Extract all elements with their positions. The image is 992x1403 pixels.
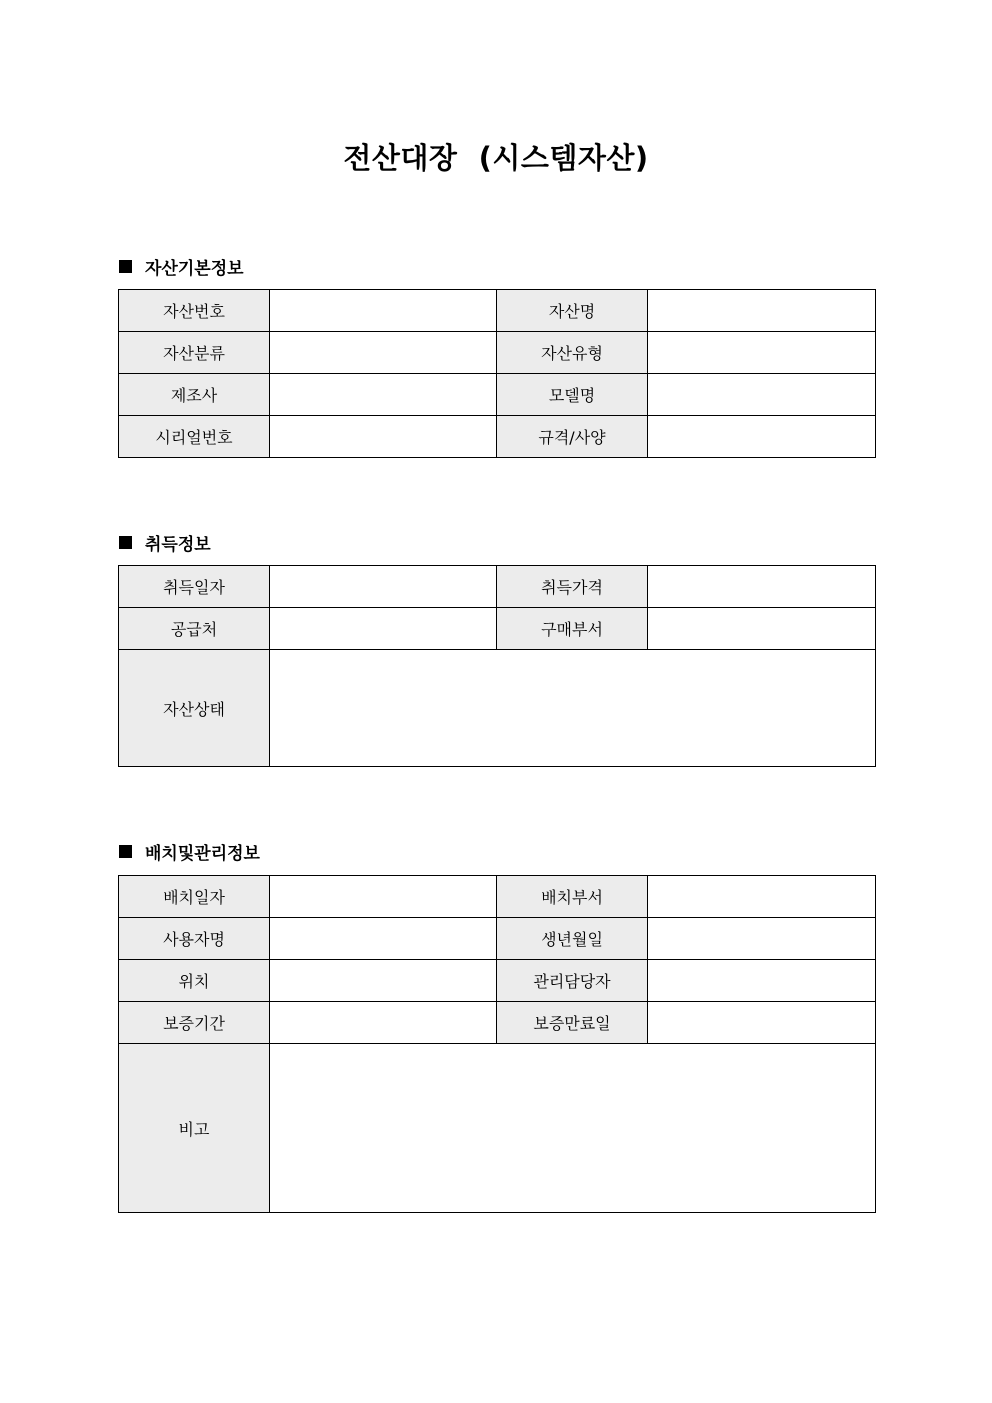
field-label: 자산번호	[119, 290, 270, 332]
field-label: 모델명	[497, 374, 648, 416]
square-bullet-icon	[119, 845, 132, 858]
manager-field[interactable]	[648, 960, 876, 1002]
spec-field[interactable]	[648, 416, 876, 458]
section-heading-deployment	[119, 839, 260, 864]
field-label: 공급처	[119, 608, 270, 650]
table-row	[119, 566, 876, 608]
field-label: 취득일자	[119, 566, 270, 608]
field-label: 자산상태	[119, 650, 270, 767]
model-name-field[interactable]	[648, 374, 876, 416]
basic-info-table	[118, 289, 876, 458]
field-label: 비고	[119, 1044, 270, 1213]
birth-date-field[interactable]	[648, 918, 876, 960]
field-label: 제조사	[119, 374, 270, 416]
deployment-dept-field[interactable]	[648, 876, 876, 918]
remarks-field[interactable]	[270, 1044, 876, 1213]
table-row	[119, 332, 876, 374]
section-heading-acquisition	[119, 530, 211, 555]
field-label: 자산분류	[119, 332, 270, 374]
section-heading-label: 취득정보	[145, 535, 211, 555]
warranty-period-field[interactable]	[270, 1002, 497, 1044]
table-row	[119, 1044, 876, 1213]
supplier-field[interactable]	[270, 608, 497, 650]
field-label: 배치일자	[119, 876, 270, 918]
location-field[interactable]	[270, 960, 497, 1002]
field-label: 취득가격	[497, 566, 648, 608]
asset-type-field[interactable]	[648, 332, 876, 374]
field-label: 보증기간	[119, 1002, 270, 1044]
acquisition-date-field[interactable]	[270, 566, 497, 608]
table-row	[119, 290, 876, 332]
section-heading-basic	[119, 254, 244, 279]
acquisition-info-table	[118, 565, 876, 767]
table-row	[119, 608, 876, 650]
warranty-expiry-field[interactable]	[648, 1002, 876, 1044]
field-label: 위치	[119, 960, 270, 1002]
square-bullet-icon	[119, 536, 132, 549]
table-row	[119, 876, 876, 918]
deployment-info-table	[118, 875, 876, 1213]
field-label: 자산명	[497, 290, 648, 332]
square-bullet-icon	[119, 260, 132, 273]
section-heading-label: 배치및관리정보	[145, 844, 260, 864]
table-row	[119, 374, 876, 416]
table-row	[119, 918, 876, 960]
field-label: 보증만료일	[497, 1002, 648, 1044]
user-name-field[interactable]	[270, 918, 497, 960]
field-label: 자산유형	[497, 332, 648, 374]
table-row	[119, 1002, 876, 1044]
purchase-dept-field[interactable]	[648, 608, 876, 650]
manufacturer-field[interactable]	[270, 374, 497, 416]
field-label: 생년월일	[497, 918, 648, 960]
field-label: 배치부서	[497, 876, 648, 918]
field-label: 사용자명	[119, 918, 270, 960]
field-label: 규격/사양	[497, 416, 648, 458]
deployment-date-field[interactable]	[270, 876, 497, 918]
table-row	[119, 650, 876, 767]
field-label: 시리얼번호	[119, 416, 270, 458]
document-title: 전산대장 (시스템자산)	[343, 141, 649, 175]
field-label: 구매부서	[497, 608, 648, 650]
table-row	[119, 960, 876, 1002]
asset-number-field[interactable]	[270, 290, 497, 332]
asset-name-field[interactable]	[648, 290, 876, 332]
asset-category-field[interactable]	[270, 332, 497, 374]
table-row	[119, 416, 876, 458]
serial-number-field[interactable]	[270, 416, 497, 458]
asset-status-field[interactable]	[270, 650, 876, 767]
field-label: 관리담당자	[497, 960, 648, 1002]
acquisition-price-field[interactable]	[648, 566, 876, 608]
section-heading-label: 자산기본정보	[145, 259, 244, 279]
